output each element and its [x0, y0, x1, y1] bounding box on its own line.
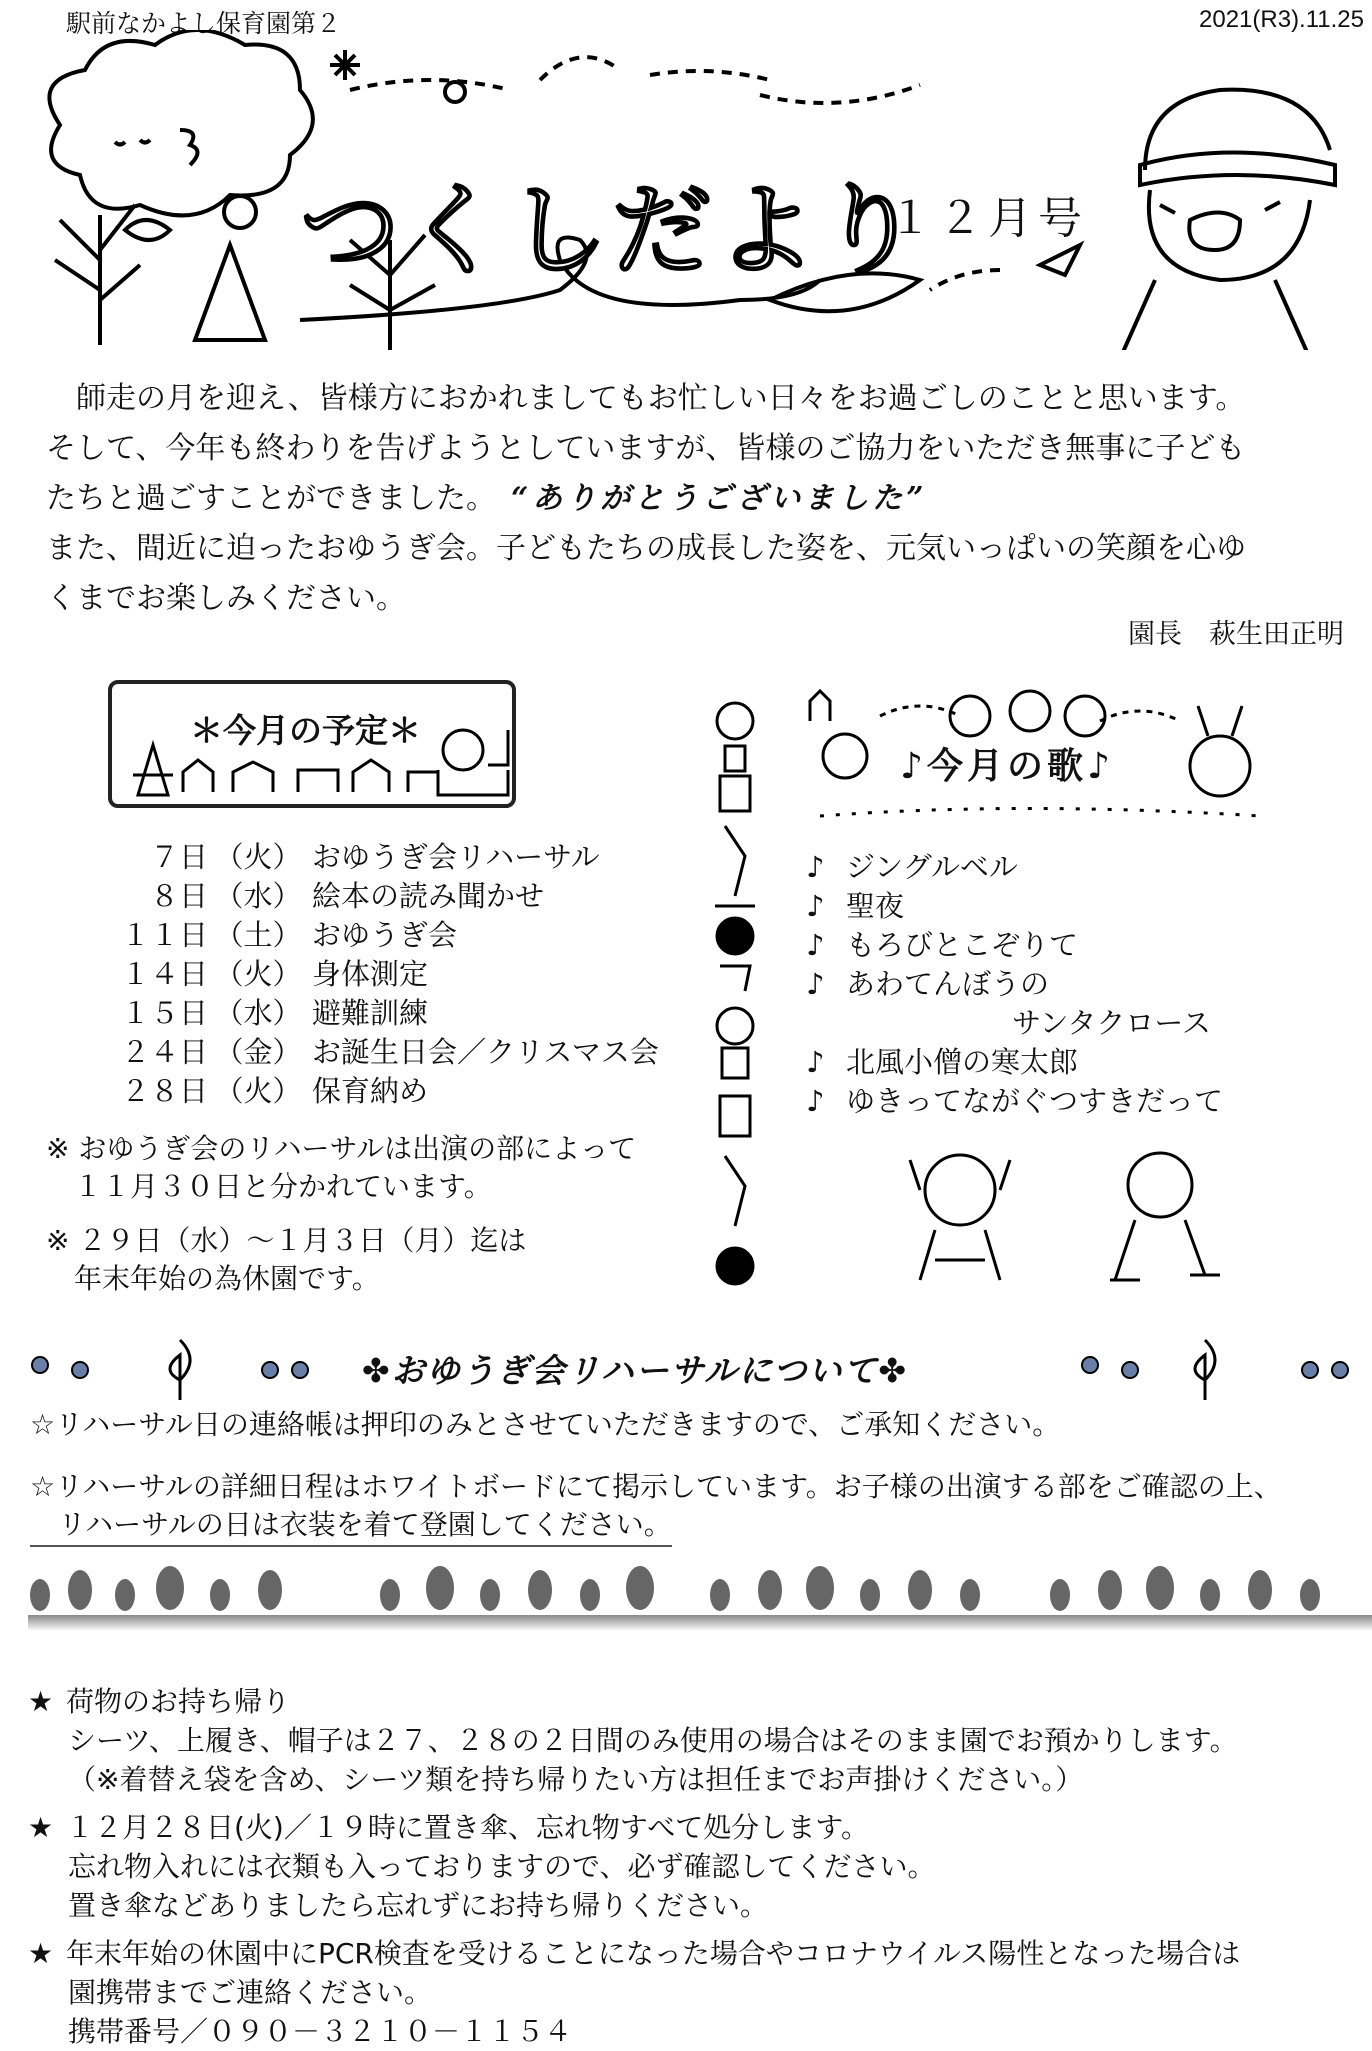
song-name: もろびとこぞりて [846, 928, 1079, 962]
notice-title-line [28, 1682, 1238, 1721]
thanks-text: “ありがとうございました” [511, 481, 928, 516]
rehearsal-line: ☆リハーサルの詳細日程はホワイトボードにて掲示しています。お子様の出演する部をご確認の上、 [30, 1470, 1282, 1503]
intro-line: くまでお楽しみください。 [46, 581, 406, 616]
day: １５日 [120, 996, 208, 1030]
notice-title: 荷物のお持ち帰り [66, 1685, 291, 1718]
schedule-note-1 [46, 1130, 636, 1206]
intro-message [46, 374, 1346, 624]
schedule-title: ＊今月の予定＊ [190, 711, 421, 750]
intro-line: 師走の月を迎え、皆様方におかれましてもお忙しい日々をお過ごしのことと思います。 [46, 381, 1246, 416]
songs-title: ♪今月の歌♪ [900, 746, 1114, 787]
treble-clef-icon [170, 1340, 190, 1400]
schedule-row [50, 994, 659, 1033]
weekday: （水） [214, 879, 302, 913]
rehearsal-line-underlined: リハーサルの日は衣装を着て登園してください。 [30, 1505, 672, 1547]
issue-date: 2021(R3).11.25 [1199, 6, 1364, 33]
notice-title: １２月２８日(火)／１９時に置き傘、忘れ物すべて処分します。 [66, 1811, 870, 1844]
song-name-continued: サンタクロース [1012, 1006, 1211, 1040]
schedule-row [50, 838, 659, 877]
song-item [806, 848, 1223, 887]
org-name: 駅前なかよし保育園第２ [66, 9, 342, 38]
bunny-icon [1190, 736, 1250, 796]
notice-title: 年末年始の休園中にPCR検査を受けることになった場合やコロナウイルス陽性となった場合は [66, 1937, 1241, 1970]
event: 避難訓練 [312, 996, 429, 1030]
music-note-icon: ♪ [806, 1045, 825, 1079]
day: １４日 [120, 957, 208, 991]
rehearsal-title: ✤おゆうぎ会リハーサルについて✤ [362, 1351, 909, 1390]
houses-icon [183, 760, 438, 792]
notice-title-line [28, 1934, 1240, 1973]
song-name: あわてんぼうの [846, 967, 1050, 1001]
event: 絵本の読み聞かせ [312, 879, 545, 913]
weekday: （火） [214, 1074, 302, 1108]
tree-icon [133, 745, 173, 795]
schedule-list [50, 838, 659, 1111]
event: お誕生日会／クリスマス会 [312, 1035, 659, 1069]
event: おゆうぎ会 [312, 918, 458, 952]
notice-title-line [28, 1808, 935, 1847]
tree-row-decoration [20, 1560, 1360, 1620]
song-item [806, 926, 1223, 965]
kids-cheering-illustration [880, 1140, 1240, 1290]
girl-icon [823, 734, 867, 778]
note-line: １１月３０日と分かれています。 [46, 1170, 492, 1203]
bullet-star-icon: ★ [28, 1811, 54, 1844]
weekday: （水） [214, 996, 302, 1030]
music-note-icon: ♪ [806, 850, 825, 884]
santa-icon [443, 730, 483, 770]
day: ２８日 [120, 1074, 208, 1108]
principal-signature: 園長 萩生田正明 [1128, 619, 1344, 650]
notice-belongings [28, 1682, 1238, 1799]
schedule-row [50, 877, 659, 916]
children-column-illustration [700, 676, 770, 1296]
notice-text: （※着替え袋を含め、シーツ類を持ち帰りたい方は担任までお声掛けください。） [68, 1763, 1084, 1796]
weekday: （火） [214, 840, 302, 874]
section-divider [28, 1615, 1372, 1631]
notice-lost-items [28, 1808, 935, 1925]
song-name: 北風小僧の寒太郎 [846, 1045, 1079, 1079]
day: １１日 [120, 918, 208, 952]
house-icon [810, 691, 830, 721]
weekday: （土） [214, 918, 302, 952]
notice-text: 忘れ物入れには衣類も入っておりますので、必ず確認してください。 [68, 1850, 936, 1883]
note-line: ※ おゆうぎ会のリハーサルは出演の部によって [46, 1132, 637, 1165]
schedule-row [50, 955, 659, 994]
intro-line: そして、今年も終わりを告げようとしていますが、皆様のご協力をいただき無事に子ども [46, 431, 1246, 466]
weekday: （金） [214, 1035, 302, 1069]
day: ７日 [149, 840, 208, 874]
event: おゆうぎ会リハーサル [312, 840, 600, 874]
notice-text: シーツ、上履き、帽子は２７、２８の２日間のみ使用の場合はそのまま園でお預かりします。 [68, 1724, 1238, 1757]
phone-number: 携帯番号／０９０－３２１０－１１５４ [68, 2015, 573, 2048]
music-note-icon: ♪ [806, 967, 825, 1001]
schedule-row [50, 1072, 659, 1111]
music-note-icon: ♪ [806, 1084, 825, 1118]
music-note-icon: ♪ [806, 928, 825, 962]
song-item [806, 887, 1223, 926]
song-item [806, 1082, 1223, 1121]
event: 保育納め [312, 1074, 429, 1108]
issue-label: １２月号 [888, 193, 1088, 244]
song-name: 聖夜 [846, 889, 905, 923]
day: ２４日 [120, 1035, 208, 1069]
schedule-row [50, 916, 659, 955]
newsletter-title: つくしだより [300, 172, 924, 289]
intro-text: たちと過ごすことができました。 [46, 481, 481, 516]
song-list [806, 848, 1223, 1121]
day: ８日 [149, 879, 208, 913]
notice-text: 置き傘などありましたら忘れずにお持ち帰りください。 [68, 1889, 769, 1922]
notice-text: 園携帯までご連絡ください。 [68, 1976, 433, 2009]
song-item [806, 965, 1223, 1004]
note-line: 年末年始の為休園です。 [46, 1262, 380, 1295]
cloud-face-left [49, 30, 312, 215]
song-name: ジングルベル [846, 850, 1018, 884]
rehearsal-line: ☆リハーサル日の連絡帳は押印のみとさせていただきますので、ご承知ください。 [30, 1408, 1061, 1441]
bullet-star-icon: ★ [28, 1685, 54, 1718]
bullet-star-icon: ★ [28, 1937, 54, 1970]
notice-pcr [28, 1934, 1240, 2051]
note-line: ※ ２９日（水）～１月３日（月）迄は [46, 1224, 527, 1257]
weekday: （火） [214, 957, 302, 991]
tree-left-2 [195, 245, 265, 340]
intro-line [46, 474, 1346, 524]
song-item [806, 1043, 1223, 1082]
event: 身体測定 [312, 957, 429, 991]
schedule-row [50, 1033, 659, 1072]
intro-line: また、間近に迫ったおゆうぎ会。子どもたちの成長した姿を、元気いっぱいの笑顔を心ゆ [46, 531, 1246, 566]
music-note-icon: ♪ [806, 889, 825, 923]
song-name: ゆきってながぐつすきだって [846, 1084, 1224, 1118]
treble-clef-icon [1195, 1340, 1215, 1400]
schedule-note-2 [46, 1222, 526, 1298]
